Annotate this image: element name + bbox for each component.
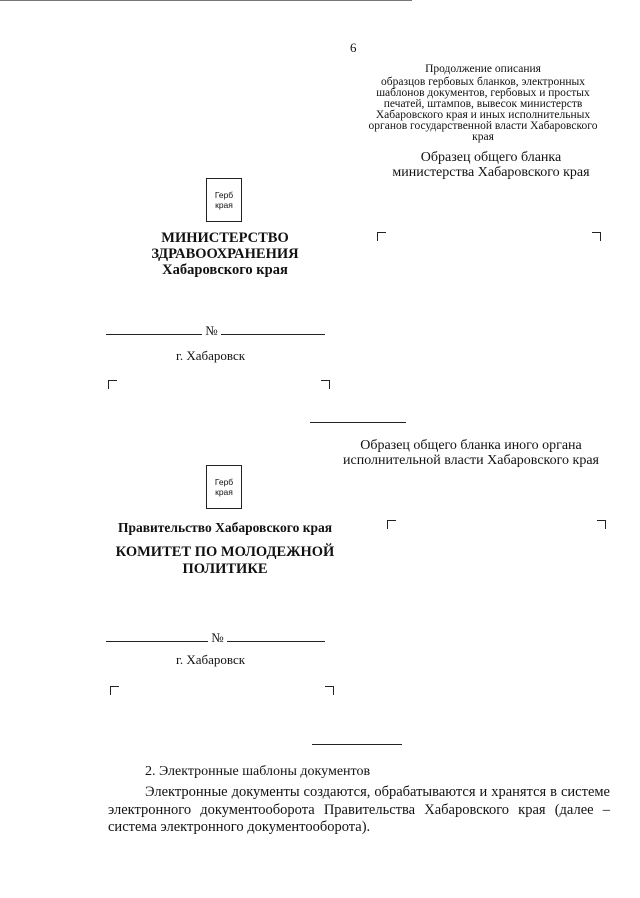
ministry-name bbox=[125, 230, 325, 278]
ministry-name-line3: Хабаровского края bbox=[162, 262, 288, 278]
committee-name-line2: ПОЛИТИКЕ bbox=[182, 561, 268, 577]
date-number-row bbox=[106, 322, 325, 339]
number-sign: № bbox=[205, 323, 218, 338]
ministry-caption-line2: министерства Хабаровского края bbox=[392, 165, 590, 180]
ministry-name-line2: ЗДРАВООХРАНЕНИЯ bbox=[151, 246, 299, 262]
subject-corner-right bbox=[325, 686, 334, 695]
addressee-corner-left bbox=[377, 232, 386, 241]
section-heading: 2. Электронные шаблоны документов bbox=[145, 764, 371, 779]
emblem-placeholder bbox=[206, 178, 242, 222]
top-edge-line bbox=[0, 0, 412, 1]
addressee-corner-right bbox=[592, 232, 601, 241]
city-label: г. Хабаровск bbox=[176, 348, 246, 363]
committee-name-line1: КОМИТЕТ ПО МОЛОДЕЖНОЙ bbox=[115, 544, 335, 560]
number-field-line bbox=[221, 322, 325, 335]
government-name: Правительство Хабаровского края bbox=[117, 520, 333, 535]
emblem-text-line1: Герб bbox=[214, 190, 234, 200]
ministry-caption-line1: Образец общего бланка bbox=[420, 150, 562, 165]
committee-name bbox=[100, 544, 350, 578]
section-paragraph: Электронные документы создаются, обрабатываются и хранятся в системе электронного документооборота Правительства Хабаровского края (далее – система электронного документооборота). bbox=[108, 784, 610, 835]
subject-corner-left bbox=[110, 686, 119, 695]
ministry-name-line1: МИНИСТЕРСТВО bbox=[161, 230, 289, 246]
continuation-title: Продолжение описания bbox=[425, 63, 541, 75]
page-number: 6 bbox=[350, 40, 357, 55]
number-field-line bbox=[227, 629, 325, 642]
addressee-corner-left bbox=[387, 520, 396, 529]
emblem-text-line2: края bbox=[215, 200, 233, 210]
continuation-text: образцов гербовых бланков, электронных шаблонов документов, гербовых и простых печатей, штампов, вывесок министерств Хабаровского края и иных исполнительных органов государственной власти Хабаровского края bbox=[368, 76, 598, 143]
other-body-sample-caption bbox=[326, 438, 616, 468]
other-caption-line1: Образец общего бланка иного органа bbox=[360, 438, 582, 453]
date-number-row bbox=[106, 629, 325, 646]
emblem-text-line2: края bbox=[215, 487, 233, 497]
separator-line bbox=[312, 744, 402, 745]
subject-corner-left bbox=[108, 380, 117, 389]
other-caption-line2: исполнительной власти Хабаровского края bbox=[343, 453, 599, 468]
separator-line bbox=[310, 422, 406, 423]
ministry-sample-caption bbox=[376, 150, 606, 180]
number-sign: № bbox=[211, 630, 224, 645]
subject-corner-right bbox=[321, 380, 330, 389]
emblem-text-line1: Герб bbox=[214, 477, 234, 487]
date-field-line bbox=[106, 629, 208, 642]
date-field-line bbox=[106, 322, 202, 335]
continuation-note bbox=[358, 64, 608, 143]
addressee-corner-right bbox=[597, 520, 606, 529]
emblem-placeholder bbox=[206, 465, 242, 509]
city-label: г. Хабаровск bbox=[176, 652, 246, 667]
